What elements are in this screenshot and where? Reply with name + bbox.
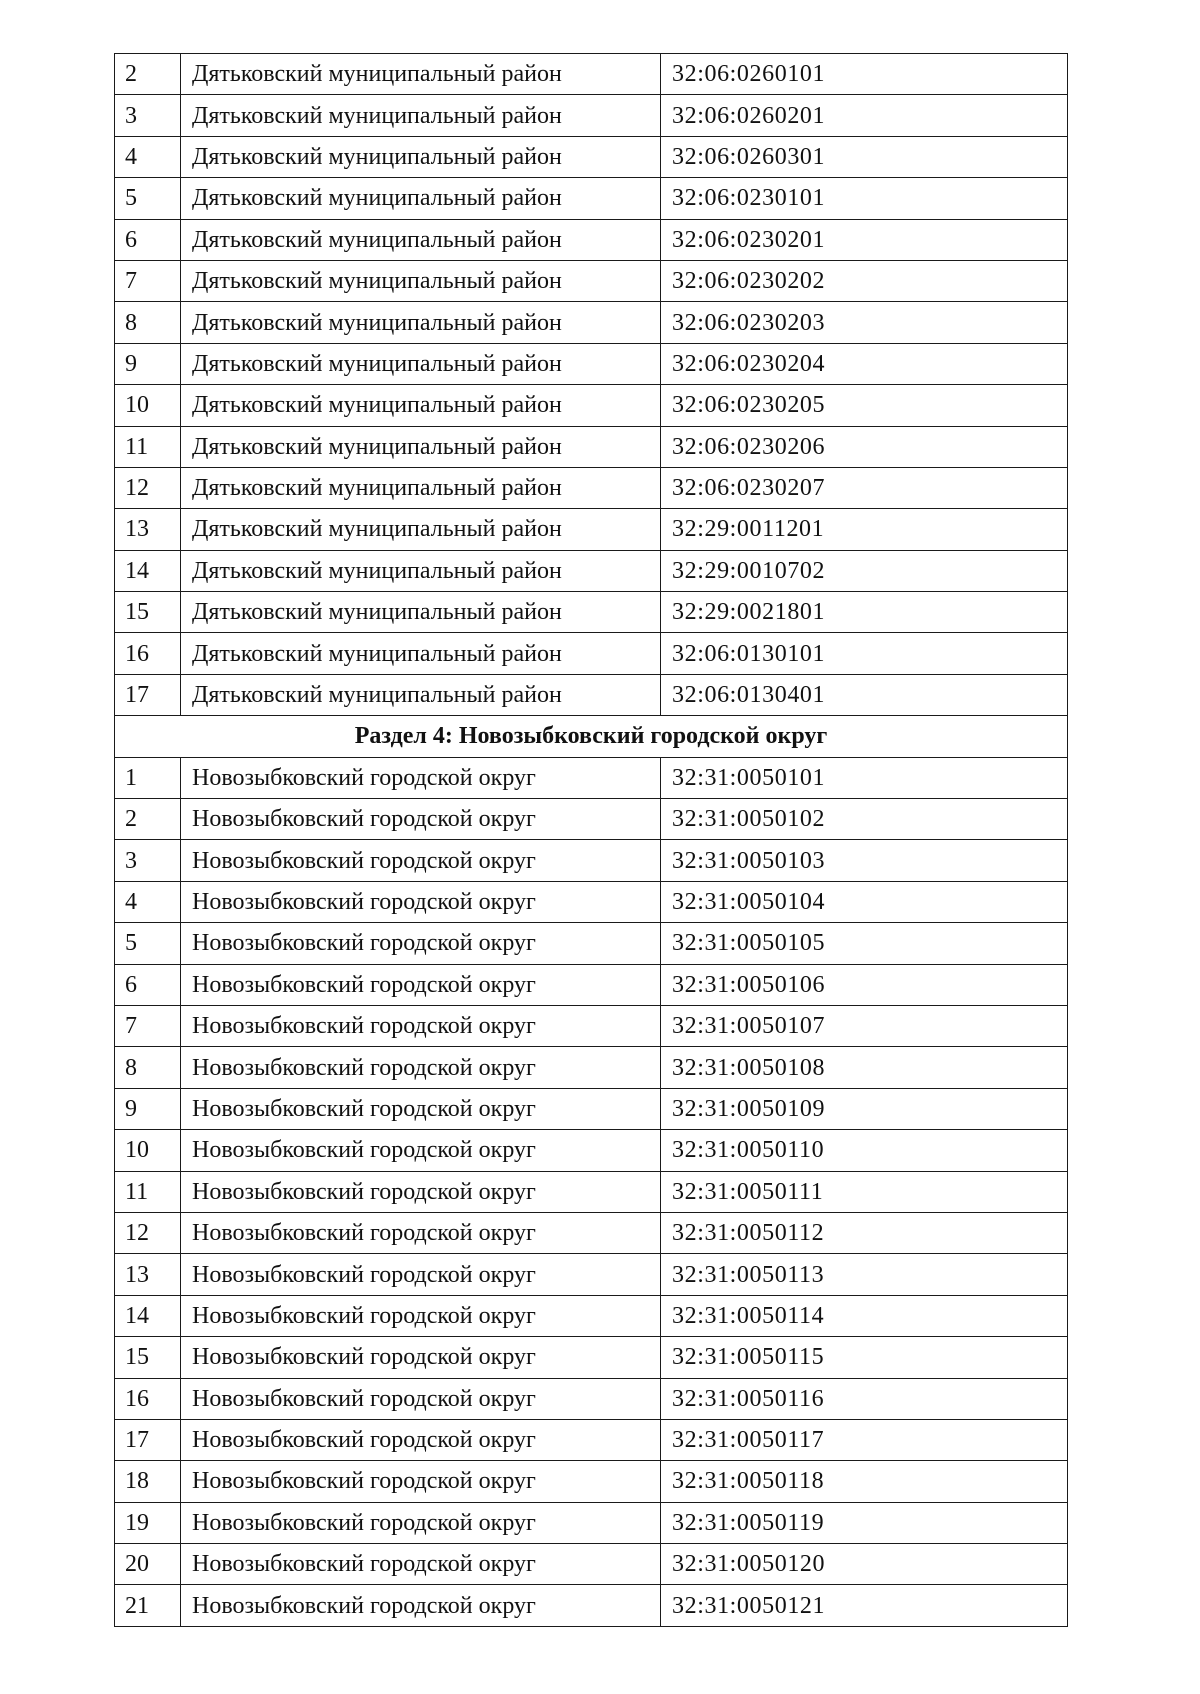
table-row (115, 881, 1068, 922)
table-row (115, 54, 1068, 95)
municipality-cell: Новозыбковский городской округ (181, 1461, 661, 1502)
row-number-cell: 3 (115, 95, 181, 136)
municipality-cell: Дятьковский муниципальный район (181, 426, 661, 467)
row-number-cell: 8 (115, 1047, 181, 1088)
cadastral-code-cell: 32:31:0050118 (661, 1461, 1068, 1502)
row-number-cell: 15 (115, 1337, 181, 1378)
municipality-cell: Новозыбковский городской округ (181, 1005, 661, 1046)
row-number-cell: 17 (115, 1419, 181, 1460)
cadastral-code-cell: 32:31:0050106 (661, 964, 1068, 1005)
row-number-cell: 13 (115, 1254, 181, 1295)
municipality-cell: Дятьковский муниципальный район (181, 385, 661, 426)
row-number-cell: 3 (115, 840, 181, 881)
cadastral-code-cell: 32:06:0230202 (661, 260, 1068, 301)
municipality-cell: Новозыбковский городской округ (181, 964, 661, 1005)
table-row (115, 467, 1068, 508)
table-row (115, 136, 1068, 177)
table-row (115, 592, 1068, 633)
row-number-cell: 16 (115, 1378, 181, 1419)
table-row (115, 1130, 1068, 1171)
cadastral-code-cell: 32:06:0230207 (661, 467, 1068, 508)
municipality-cell: Дятьковский муниципальный район (181, 509, 661, 550)
cadastral-code-cell: 32:31:0050102 (661, 799, 1068, 840)
row-number-cell: 8 (115, 302, 181, 343)
table-row (115, 1585, 1068, 1626)
row-number-cell: 7 (115, 1005, 181, 1046)
table-row (115, 799, 1068, 840)
row-number-cell: 2 (115, 799, 181, 840)
municipality-cell: Новозыбковский городской округ (181, 799, 661, 840)
municipality-cell: Новозыбковский городской округ (181, 1171, 661, 1212)
cadastral-code-cell: 32:31:0050115 (661, 1337, 1068, 1378)
table-body-novozybkov (115, 757, 1068, 1626)
row-number-cell: 5 (115, 923, 181, 964)
municipality-cell: Новозыбковский городской округ (181, 1378, 661, 1419)
row-number-cell: 9 (115, 1088, 181, 1129)
row-number-cell: 12 (115, 467, 181, 508)
cadastral-code-cell: 32:06:0230101 (661, 178, 1068, 219)
table-row (115, 674, 1068, 715)
row-number-cell: 4 (115, 881, 181, 922)
table-row (115, 1419, 1068, 1460)
section-header-row (115, 716, 1068, 757)
row-number-cell: 15 (115, 592, 181, 633)
cadastral-code-cell: 32:31:0050111 (661, 1171, 1068, 1212)
table-body-dyatkovo (115, 54, 1068, 716)
cadastral-code-cell: 32:31:0050110 (661, 1130, 1068, 1171)
cadastral-code-cell: 32:31:0050101 (661, 757, 1068, 798)
municipality-cell: Новозыбковский городской округ (181, 1254, 661, 1295)
table-row (115, 1461, 1068, 1502)
municipality-cell: Новозыбковский городской округ (181, 840, 661, 881)
cadastral-code-cell: 32:06:0230206 (661, 426, 1068, 467)
table-row (115, 1544, 1068, 1585)
municipality-cell: Дятьковский муниципальный район (181, 95, 661, 136)
row-number-cell: 2 (115, 54, 181, 95)
cadastral-code-cell: 32:06:0260201 (661, 95, 1068, 136)
table-row (115, 260, 1068, 301)
row-number-cell: 7 (115, 260, 181, 301)
cadastral-table (114, 53, 1068, 1627)
section-title: Раздел 4: Новозыбковский городской округ (115, 716, 1068, 757)
table-row (115, 1254, 1068, 1295)
municipality-cell: Новозыбковский городской округ (181, 1130, 661, 1171)
cadastral-code-cell: 32:31:0050104 (661, 881, 1068, 922)
table-row (115, 550, 1068, 591)
municipality-cell: Новозыбковский городской округ (181, 1419, 661, 1460)
row-number-cell: 20 (115, 1544, 181, 1585)
table-row (115, 1005, 1068, 1046)
cadastral-code-cell: 32:06:0130401 (661, 674, 1068, 715)
table-row (115, 840, 1068, 881)
table-row (115, 343, 1068, 384)
municipality-cell: Новозыбковский городской округ (181, 1337, 661, 1378)
table-row (115, 1212, 1068, 1253)
row-number-cell: 13 (115, 509, 181, 550)
cadastral-code-cell: 32:06:0230205 (661, 385, 1068, 426)
table-row (115, 923, 1068, 964)
municipality-cell: Новозыбковский городской округ (181, 1585, 661, 1626)
table-row (115, 385, 1068, 426)
municipality-cell: Дятьковский муниципальный район (181, 260, 661, 301)
row-number-cell: 10 (115, 385, 181, 426)
row-number-cell: 9 (115, 343, 181, 384)
municipality-cell: Новозыбковский городской округ (181, 1088, 661, 1129)
table-row (115, 178, 1068, 219)
row-number-cell: 11 (115, 1171, 181, 1212)
row-number-cell: 10 (115, 1130, 181, 1171)
row-number-cell: 18 (115, 1461, 181, 1502)
cadastral-code-cell: 32:06:0260101 (661, 54, 1068, 95)
cadastral-code-cell: 32:31:0050116 (661, 1378, 1068, 1419)
cadastral-code-cell: 32:29:0011201 (661, 509, 1068, 550)
cadastral-code-cell: 32:31:0050113 (661, 1254, 1068, 1295)
municipality-cell: Новозыбковский городской округ (181, 757, 661, 798)
table-row (115, 633, 1068, 674)
cadastral-code-cell: 32:06:0260301 (661, 136, 1068, 177)
municipality-cell: Дятьковский муниципальный район (181, 302, 661, 343)
municipality-cell: Дятьковский муниципальный район (181, 54, 661, 95)
cadastral-code-cell: 32:31:0050108 (661, 1047, 1068, 1088)
municipality-cell: Дятьковский муниципальный район (181, 592, 661, 633)
table-row (115, 1171, 1068, 1212)
row-number-cell: 6 (115, 964, 181, 1005)
table-row (115, 964, 1068, 1005)
cadastral-code-cell: 32:31:0050117 (661, 1419, 1068, 1460)
cadastral-code-cell: 32:06:0230203 (661, 302, 1068, 343)
table-row (115, 1337, 1068, 1378)
cadastral-code-cell: 32:06:0230204 (661, 343, 1068, 384)
row-number-cell: 12 (115, 1212, 181, 1253)
table-row (115, 426, 1068, 467)
table-row (115, 1378, 1068, 1419)
row-number-cell: 14 (115, 550, 181, 591)
row-number-cell: 21 (115, 1585, 181, 1626)
table-row (115, 1088, 1068, 1129)
row-number-cell: 5 (115, 178, 181, 219)
row-number-cell: 14 (115, 1295, 181, 1336)
municipality-cell: Новозыбковский городской округ (181, 923, 661, 964)
municipality-cell: Новозыбковский городской округ (181, 1295, 661, 1336)
municipality-cell: Дятьковский муниципальный район (181, 178, 661, 219)
table-row (115, 219, 1068, 260)
municipality-cell: Дятьковский муниципальный район (181, 219, 661, 260)
municipality-cell: Новозыбковский городской округ (181, 1047, 661, 1088)
row-number-cell: 17 (115, 674, 181, 715)
row-number-cell: 4 (115, 136, 181, 177)
cadastral-code-cell: 32:31:0050119 (661, 1502, 1068, 1543)
table-row (115, 95, 1068, 136)
municipality-cell: Новозыбковский городской округ (181, 881, 661, 922)
row-number-cell: 11 (115, 426, 181, 467)
table-row (115, 509, 1068, 550)
municipality-cell: Новозыбковский городской округ (181, 1502, 661, 1543)
municipality-cell: Дятьковский муниципальный район (181, 633, 661, 674)
cadastral-code-cell: 32:31:0050105 (661, 923, 1068, 964)
municipality-cell: Новозыбковский городской округ (181, 1544, 661, 1585)
row-number-cell: 1 (115, 757, 181, 798)
table-row (115, 1502, 1068, 1543)
municipality-cell: Дятьковский муниципальный район (181, 550, 661, 591)
row-number-cell: 16 (115, 633, 181, 674)
table-row (115, 1295, 1068, 1336)
table-row (115, 757, 1068, 798)
table-row (115, 302, 1068, 343)
section-header-body (115, 716, 1068, 757)
cadastral-code-cell: 32:31:0050112 (661, 1212, 1068, 1253)
municipality-cell: Новозыбковский городской округ (181, 1212, 661, 1253)
cadastral-code-cell: 32:31:0050107 (661, 1005, 1068, 1046)
municipality-cell: Дятьковский муниципальный район (181, 674, 661, 715)
row-number-cell: 19 (115, 1502, 181, 1543)
municipality-cell: Дятьковский муниципальный район (181, 467, 661, 508)
cadastral-code-cell: 32:29:0021801 (661, 592, 1068, 633)
cadastral-code-cell: 32:31:0050114 (661, 1295, 1068, 1336)
cadastral-code-cell: 32:31:0050109 (661, 1088, 1068, 1129)
cadastral-code-cell: 32:29:0010702 (661, 550, 1068, 591)
table-row (115, 1047, 1068, 1088)
cadastral-code-cell: 32:31:0050103 (661, 840, 1068, 881)
cadastral-code-cell: 32:31:0050120 (661, 1544, 1068, 1585)
row-number-cell: 6 (115, 219, 181, 260)
municipality-cell: Дятьковский муниципальный район (181, 136, 661, 177)
municipality-cell: Дятьковский муниципальный район (181, 343, 661, 384)
cadastral-code-cell: 32:31:0050121 (661, 1585, 1068, 1626)
cadastral-code-cell: 32:06:0230201 (661, 219, 1068, 260)
cadastral-code-cell: 32:06:0130101 (661, 633, 1068, 674)
